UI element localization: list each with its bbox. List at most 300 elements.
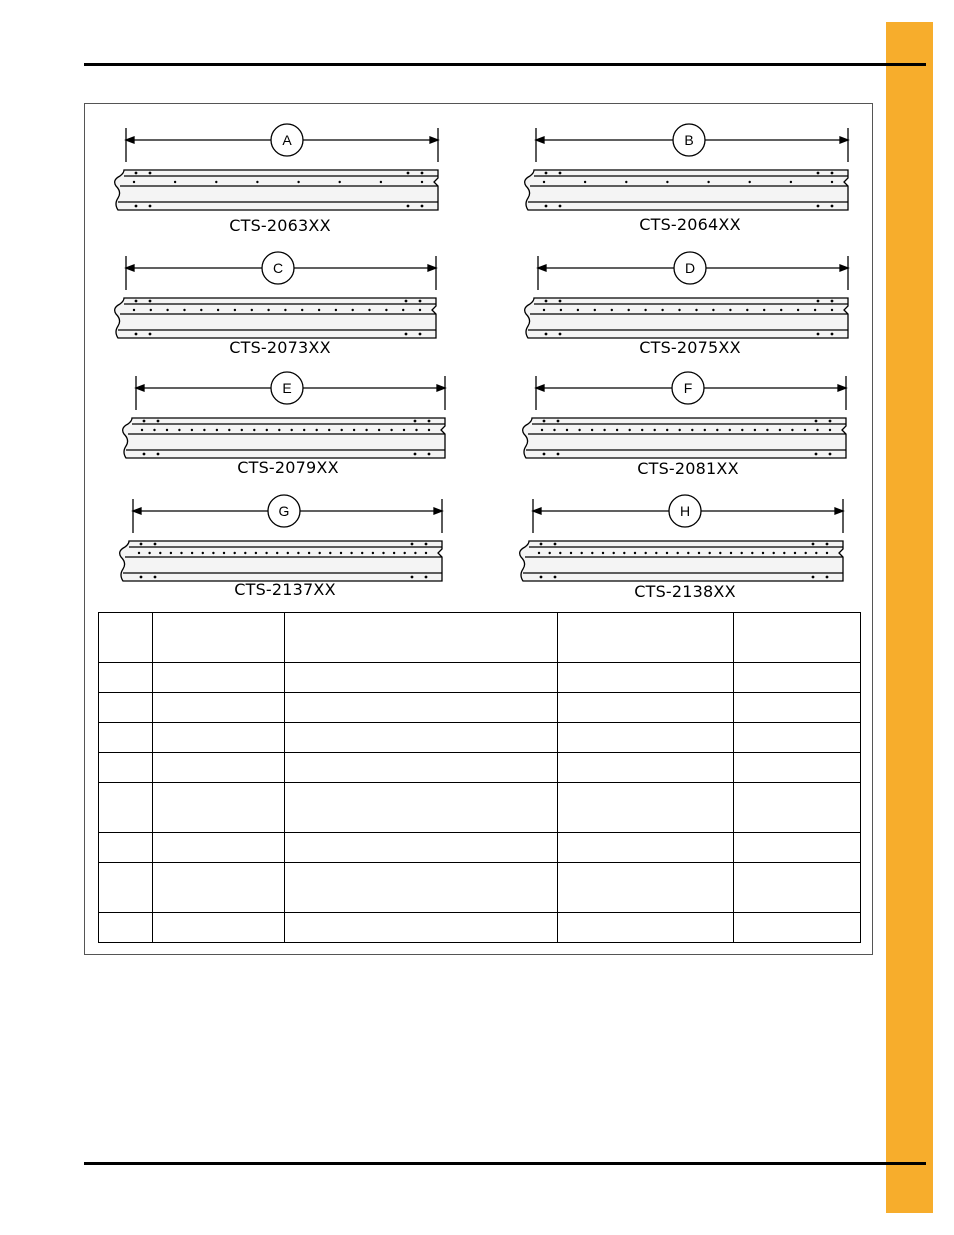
angle-rail-drawing (518, 370, 858, 460)
rail-hole (805, 552, 807, 554)
rail-hole (157, 453, 160, 456)
rail-hole (352, 309, 354, 311)
rail-hole (814, 309, 816, 311)
rail-hole (411, 576, 414, 579)
rail-hole (762, 552, 764, 554)
table-cell (558, 693, 734, 723)
table-header-row (99, 613, 861, 663)
rail-hole (297, 181, 299, 183)
rail-hole (157, 420, 160, 423)
dimension-arrow (136, 385, 144, 391)
table-cell (153, 833, 285, 863)
rail-hole (712, 309, 714, 311)
rail-hole (603, 429, 605, 431)
rail-hole (804, 429, 806, 431)
rail-hole (135, 300, 138, 303)
rail-hole (545, 300, 548, 303)
table-cell (558, 753, 734, 783)
rail-hole (407, 172, 410, 175)
rail-hole (540, 543, 543, 546)
rail-hole (421, 172, 424, 175)
header-cell (285, 613, 558, 663)
dimension-arrow (536, 385, 544, 391)
rail-hole (826, 543, 829, 546)
rail-hole (215, 181, 217, 183)
table-cell (99, 913, 153, 943)
dimension-arrow (430, 137, 438, 143)
dimension-arrow (536, 137, 544, 143)
rail-hole (545, 333, 548, 336)
table-cell (99, 783, 153, 833)
rail-hole (780, 309, 782, 311)
rail-hole (149, 205, 152, 208)
rail-hole (148, 552, 150, 554)
table-cell (285, 833, 558, 863)
rail-hole (691, 429, 693, 431)
rail-hole (666, 429, 668, 431)
table-cell (558, 783, 734, 833)
table-cell (153, 723, 285, 753)
dimension-arrow (437, 385, 445, 391)
rail-hole (666, 181, 668, 183)
rail-hole (284, 309, 286, 311)
rail-hole (566, 429, 568, 431)
rail-hole (766, 429, 768, 431)
rail-hole (679, 429, 681, 431)
rail-hole (380, 181, 382, 183)
rail-hole (729, 429, 731, 431)
rail-hole (554, 576, 557, 579)
rail-hole (581, 552, 583, 554)
rail-hole (403, 429, 405, 431)
rail-hole (616, 429, 618, 431)
rail-hole (577, 309, 579, 311)
rail-hole (265, 552, 267, 554)
rail-hole (368, 309, 370, 311)
rail-hole (267, 309, 269, 311)
rail-hole (133, 309, 135, 311)
table-row (99, 783, 861, 833)
table-row (99, 863, 861, 913)
table-cell (285, 693, 558, 723)
rail-hole (791, 429, 793, 431)
dimension-arrow (126, 265, 134, 271)
angle-rail-drawing (115, 493, 455, 583)
rail-hole (655, 552, 657, 554)
dimension-callout-letter: E (282, 380, 292, 396)
dimension-arrow (434, 508, 442, 514)
rail-hole (831, 172, 834, 175)
rail-hole (554, 543, 557, 546)
rail-hole (538, 552, 540, 554)
rail-hole (276, 552, 278, 554)
rail-hole (829, 420, 832, 423)
rail-hole (228, 429, 230, 431)
rail-hole (405, 300, 408, 303)
rail-hole (644, 309, 646, 311)
rail-hole (829, 453, 832, 456)
table-cell (153, 693, 285, 723)
rail-hole (419, 309, 421, 311)
rail-hole (425, 552, 427, 554)
rail-hole (549, 552, 551, 554)
dimension-arrow (835, 508, 843, 514)
rail-hole (212, 552, 214, 554)
rail-hole (421, 205, 424, 208)
angle-rail-drawing (118, 370, 458, 460)
table-cell (285, 783, 558, 833)
rail-hole (812, 543, 815, 546)
rail-hole (641, 429, 643, 431)
rail-hole (341, 429, 343, 431)
rail-hole (817, 172, 820, 175)
rail-hole (783, 552, 785, 554)
rail-hole (557, 420, 560, 423)
rail-hole (634, 552, 636, 554)
rail-hole (154, 543, 157, 546)
rail-hole (415, 429, 417, 431)
rail-hole (540, 576, 543, 579)
rail-hole (385, 309, 387, 311)
rail-hole (301, 309, 303, 311)
rail-hole (318, 309, 320, 311)
table-cell (99, 693, 153, 723)
rail-hole (150, 309, 152, 311)
rail-hole (594, 309, 596, 311)
rail-hole (266, 429, 268, 431)
part-code-label: CTS-2075XX (639, 338, 741, 357)
rail-hole (591, 429, 593, 431)
dimension-arrow (840, 265, 848, 271)
rail-hole (741, 429, 743, 431)
rail-hole (328, 429, 330, 431)
rail-hole (543, 453, 546, 456)
rail-hole (625, 181, 627, 183)
rail-hole (695, 309, 697, 311)
dimension-arrow (533, 508, 541, 514)
rail-hole (244, 552, 246, 554)
table-row (99, 913, 861, 943)
rail-hole (570, 552, 572, 554)
rail-hole (407, 205, 410, 208)
rail-hole (166, 309, 168, 311)
rail-hole (154, 576, 157, 579)
footer-rule (84, 1162, 926, 1165)
table-cell (99, 833, 153, 863)
table-row (99, 753, 861, 783)
rail-hole (553, 429, 555, 431)
dimension-arrow (840, 137, 848, 143)
dimension-callout-letter: H (679, 503, 691, 519)
table-cell (153, 863, 285, 913)
rail-hole (414, 552, 416, 554)
rail-hole (421, 181, 423, 183)
angle-rail-drawing (110, 122, 450, 212)
rail-hole (826, 576, 829, 579)
rail-hole (709, 552, 711, 554)
rail-hole (559, 172, 562, 175)
rail-hole (149, 333, 152, 336)
rail-hole (591, 552, 593, 554)
part-code-label: CTS-2064XX (639, 215, 741, 234)
rail-hole (234, 552, 236, 554)
rail-hole (178, 429, 180, 431)
part-drawing-g (115, 493, 455, 603)
header-cell (734, 613, 861, 663)
part-code-label: CTS-2137XX (234, 580, 336, 599)
dimension-callout-letter: D (684, 260, 696, 276)
table-row (99, 833, 861, 863)
rail-hole (133, 181, 135, 183)
rail-hole (335, 309, 337, 311)
table-cell (558, 723, 734, 753)
rail-hole (365, 429, 367, 431)
table-row (99, 663, 861, 693)
table-cell (285, 663, 558, 693)
rail-hole (278, 429, 280, 431)
rail-hole (353, 429, 355, 431)
rail-hole (404, 552, 406, 554)
rail-hole (425, 543, 428, 546)
dimension-callout-letter: F (683, 380, 693, 396)
rail-hole (143, 420, 146, 423)
rail-hole (170, 552, 172, 554)
angle-rail-drawing (520, 122, 860, 212)
header-cell (153, 613, 285, 663)
dimension-callout-letter: G (278, 503, 290, 519)
rail-hole (149, 300, 152, 303)
table-cell (558, 833, 734, 863)
rail-hole (602, 552, 604, 554)
rail-hole (253, 429, 255, 431)
rail-hole (543, 181, 545, 183)
rail-hole (241, 429, 243, 431)
table-cell (734, 753, 861, 783)
rail-hole (425, 576, 428, 579)
rail-hole (730, 552, 732, 554)
rail-hole (191, 552, 193, 554)
rail-hole (611, 309, 613, 311)
rail-hole (816, 429, 818, 431)
rail-hole (746, 309, 748, 311)
angle-rail-drawing (515, 493, 855, 583)
dimension-arrow (133, 508, 141, 514)
rail-hole (141, 429, 143, 431)
rail-hole (815, 420, 818, 423)
rail-hole (402, 309, 404, 311)
rail-hole (203, 429, 205, 431)
rail-hole (645, 552, 647, 554)
table-row (99, 693, 861, 723)
rail-hole (200, 309, 202, 311)
rail-hole (308, 552, 310, 554)
header-rule (84, 63, 926, 66)
rail-hole (382, 552, 384, 554)
rail-hole (812, 576, 815, 579)
rail-hole (149, 172, 152, 175)
rail-hole (428, 429, 430, 431)
rail-hole (763, 309, 765, 311)
rail-hole (578, 429, 580, 431)
rail-hole (629, 429, 631, 431)
rail-hole (754, 429, 756, 431)
table-cell (99, 753, 153, 783)
rail-hole (297, 552, 299, 554)
rail-hole (817, 205, 820, 208)
rail-hole (419, 333, 422, 336)
rail-hole (794, 552, 796, 554)
rail-hole (372, 552, 374, 554)
table-cell (734, 833, 861, 863)
rail-hole (749, 181, 751, 183)
rail-hole (541, 429, 543, 431)
rail-hole (773, 552, 775, 554)
table-cell (99, 663, 153, 693)
rail-hole (831, 181, 833, 183)
rail-hole (159, 552, 161, 554)
dimension-callout-letter: C (272, 260, 284, 276)
parts-table (98, 612, 861, 943)
dimension-callout-letter: A (282, 132, 292, 148)
rail-hole (166, 429, 168, 431)
table-cell (734, 663, 861, 693)
rail-hole (174, 181, 176, 183)
rail-hole (779, 429, 781, 431)
rail-hole (557, 453, 560, 456)
table-cell (285, 863, 558, 913)
rail-hole (291, 429, 293, 431)
table-cell (734, 693, 861, 723)
table-cell (153, 753, 285, 783)
rail-hole (378, 429, 380, 431)
rail-hole (677, 552, 679, 554)
rail-hole (707, 181, 709, 183)
rail-hole (255, 552, 257, 554)
table-cell (734, 723, 861, 753)
rail-hole (654, 429, 656, 431)
part-drawing-a (110, 122, 450, 235)
dimension-callout-letter: B (684, 132, 694, 148)
rail-hole (545, 172, 548, 175)
rail-hole (428, 453, 431, 456)
rail-hole (223, 552, 225, 554)
rail-hole (817, 300, 820, 303)
part-drawing-h (515, 493, 855, 603)
rail-hole (666, 552, 668, 554)
part-drawing-c (110, 250, 450, 360)
rail-hole (698, 552, 700, 554)
part-code-label: CTS-2081XX (637, 459, 739, 478)
angle-rail-drawing (110, 250, 450, 340)
rail-hole (140, 576, 143, 579)
rail-hole (751, 552, 753, 554)
rail-hole (140, 543, 143, 546)
table-cell (558, 663, 734, 693)
rail-hole (217, 309, 219, 311)
rail-hole (202, 552, 204, 554)
rail-hole (191, 429, 193, 431)
section-side-tab (886, 22, 933, 1213)
rail-hole (560, 309, 562, 311)
table-cell (99, 863, 153, 913)
rail-outline (115, 124, 438, 210)
rail-hole (687, 552, 689, 554)
dimension-arrow (838, 385, 846, 391)
rail-hole (361, 552, 363, 554)
rail-hole (428, 420, 431, 423)
rail-hole (817, 333, 820, 336)
table-cell (558, 863, 734, 913)
rail-hole (303, 429, 305, 431)
rail-hole (256, 181, 258, 183)
table-cell (285, 913, 558, 943)
table-cell (153, 913, 285, 943)
dimension-arrow (126, 137, 134, 143)
rail-hole (741, 552, 743, 554)
rail-hole (216, 429, 218, 431)
rail-hole (826, 552, 828, 554)
rail-hole (831, 205, 834, 208)
rail-hole (339, 181, 341, 183)
dimension-arrow (538, 265, 546, 271)
rail-hole (153, 429, 155, 431)
rail-hole (350, 552, 352, 554)
rail-hole (716, 429, 718, 431)
part-code-label: CTS-2063XX (229, 216, 331, 235)
rail-hole (559, 205, 562, 208)
rail-hole (419, 300, 422, 303)
rail-hole (719, 552, 721, 554)
part-code-label: CTS-2073XX (229, 338, 331, 357)
rail-hole (729, 309, 731, 311)
table-cell (285, 753, 558, 783)
rail-hole (815, 453, 818, 456)
rail-hole (831, 333, 834, 336)
rail-hole (543, 309, 545, 311)
rail-hole (543, 420, 546, 423)
rail-hole (329, 552, 331, 554)
table-row (99, 723, 861, 753)
table-cell (734, 913, 861, 943)
table-cell (734, 783, 861, 833)
rail-hole (405, 333, 408, 336)
table-cell (99, 723, 153, 753)
rail-hole (704, 429, 706, 431)
rail-hole (135, 172, 138, 175)
part-drawing-e (118, 370, 458, 480)
rail-hole (831, 300, 834, 303)
rail-hole (411, 543, 414, 546)
rail-hole (393, 552, 395, 554)
rail-hole (623, 552, 625, 554)
table-cell (558, 913, 734, 943)
rail-hole (390, 429, 392, 431)
table-cell (153, 663, 285, 693)
rail-hole (143, 453, 146, 456)
rail-hole (661, 309, 663, 311)
rail-hole (613, 552, 615, 554)
rail-hole (316, 429, 318, 431)
table-cell (285, 723, 558, 753)
part-code-label: CTS-2079XX (237, 458, 339, 477)
rail-hole (138, 552, 140, 554)
rail-hole (319, 552, 321, 554)
part-drawing-f (518, 370, 858, 480)
header-cell (99, 613, 153, 663)
rail-hole (180, 552, 182, 554)
rail-hole (414, 453, 417, 456)
rail-hole (287, 552, 289, 554)
